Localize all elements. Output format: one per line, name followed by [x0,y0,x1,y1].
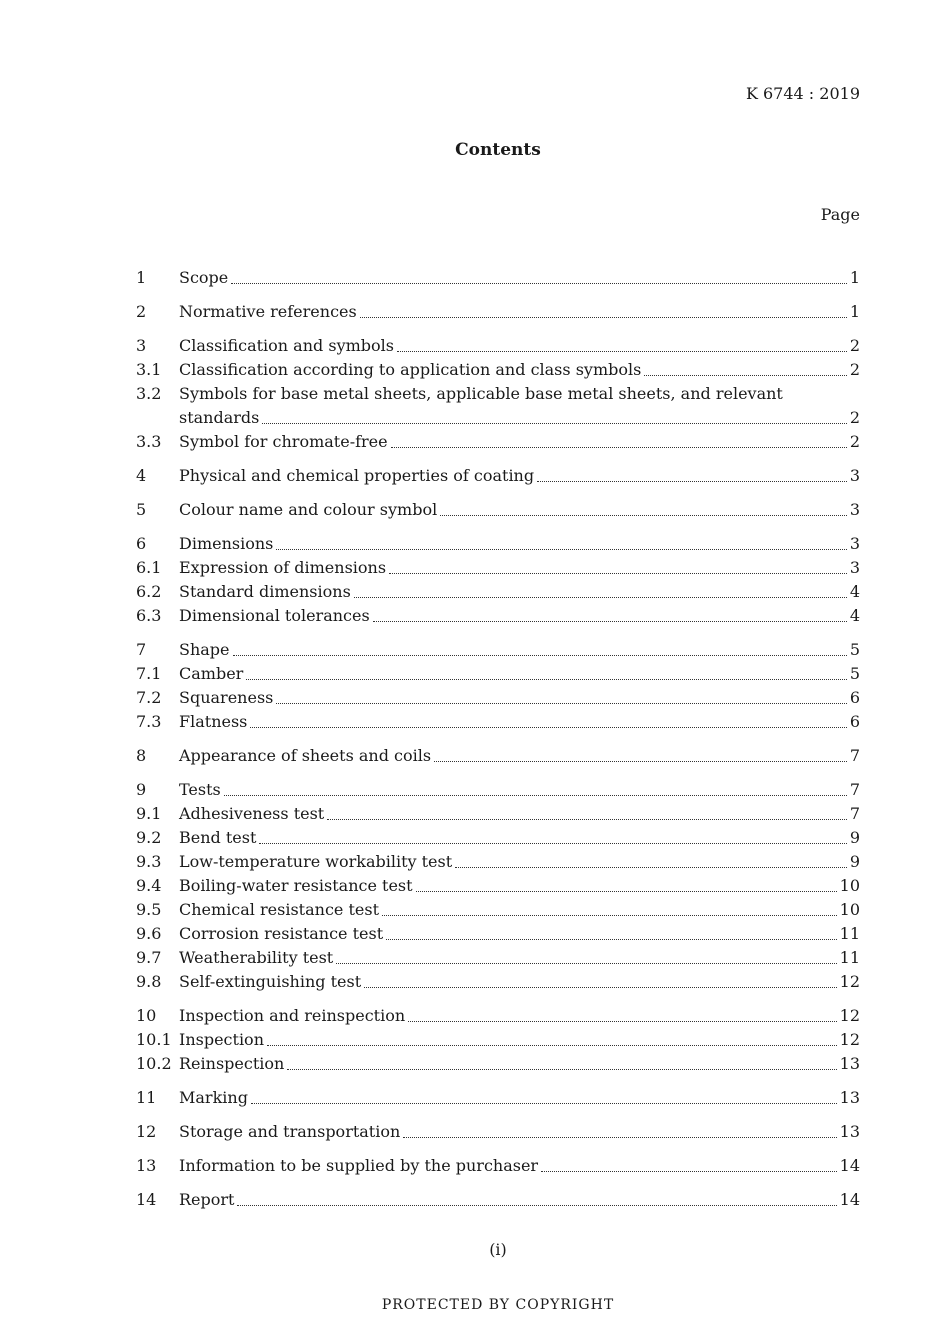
toc-entry-7-3[interactable] [136,710,860,734]
toc-title: Squareness [179,688,274,707]
toc-page: 2 [849,432,860,451]
toc-entry-12[interactable] [136,1120,860,1144]
toc-title: Reinspection [179,1054,285,1073]
dot-leader [382,915,837,916]
dot-leader [354,597,847,598]
dot-leader [287,1069,836,1070]
dot-leader [386,939,837,940]
toc-number: 12 [136,1122,157,1141]
toc-entry-9-7[interactable] [136,946,860,970]
toc-entry-9-5[interactable] [136,898,860,922]
toc-number: 9 [136,780,147,799]
toc-title: Normative references [179,302,357,321]
toc-number: 9.2 [136,828,162,847]
toc-title: Colour name and colour symbol [179,500,438,519]
dot-leader [327,819,847,820]
toc-page: 12 [839,972,860,991]
toc-title: Corrosion resistance test [179,924,384,943]
toc-number: 6.3 [136,606,162,625]
dot-leader [250,727,846,728]
toc-page: 9 [849,852,860,871]
toc-number: 10 [136,1006,157,1025]
toc-page: 1 [849,302,860,321]
toc-entry-4[interactable] [136,464,860,488]
toc-title: Chemical resistance test [179,900,379,919]
toc-number: 3 [136,336,147,355]
toc-page: 12 [839,1006,860,1025]
toc-entry-9-2[interactable] [136,826,860,850]
toc-page: 13 [839,1122,860,1141]
toc-page: 13 [839,1054,860,1073]
copyright-notice: PROTECTED BY COPYRIGHT [381,1297,615,1313]
toc-page: 9 [849,828,860,847]
dot-leader [251,1103,837,1104]
toc-page: 3 [849,558,860,577]
toc-title: Appearance of sheets and coils [179,746,432,765]
toc-page: 12 [839,1030,860,1049]
toc-title: Self-extinguishing test [179,972,362,991]
dot-leader [440,515,847,516]
toc-page: 7 [849,780,860,799]
dot-leader [397,351,847,352]
toc-page: 3 [849,534,860,553]
toc-title: Symbol for chromate-free [179,432,388,451]
toc-entry-3-2[interactable] [136,382,860,430]
toc-number: 9.8 [136,972,162,991]
toc-page: 6 [849,688,860,707]
toc-entry-6[interactable] [136,532,860,556]
dot-leader [233,655,847,656]
dot-leader [360,317,847,318]
toc-entry-8[interactable] [136,744,860,768]
toc-entry-14[interactable] [136,1188,860,1212]
dot-leader [276,549,846,550]
toc-title: Camber [179,664,244,683]
toc-number: 8 [136,746,147,765]
toc-entry-1[interactable] [136,266,860,290]
dot-leader [262,423,846,424]
toc-title: Standard dimensions [179,582,351,601]
dot-leader [259,843,846,844]
toc-number: 7.1 [136,664,162,683]
toc-page: 3 [849,466,860,485]
page-number: (i) [489,1240,507,1259]
dot-leader [391,447,847,448]
toc-number: 1 [136,268,147,287]
toc-entry-3-3[interactable] [136,430,860,454]
toc-entry-7[interactable] [136,638,860,662]
toc-number: 14 [136,1190,157,1209]
toc-number: 7.2 [136,688,162,707]
dot-leader [224,795,847,796]
standard-id: K 6744 : 2019 [745,84,860,103]
dot-leader [434,761,847,762]
dot-leader [364,987,837,988]
toc-page: 5 [849,664,860,683]
toc-title: Tests [179,780,221,799]
toc-number: 9.4 [136,876,162,895]
toc-page: 4 [849,582,860,601]
toc-title: Inspection and reinspection [179,1006,406,1025]
toc-entry-11[interactable] [136,1086,860,1110]
toc-page: 10 [839,876,860,895]
toc-number: 6 [136,534,147,553]
dot-leader [276,703,846,704]
toc-entry-6-2[interactable] [136,580,860,604]
toc-page: 1 [849,268,860,287]
dot-leader [267,1045,837,1046]
dot-leader [403,1137,836,1138]
toc-entry-9[interactable] [136,778,860,802]
dot-leader [408,1021,836,1022]
toc-entry-6-1[interactable] [136,556,860,580]
toc-number: 6.1 [136,558,162,577]
toc-number: 7.3 [136,712,162,731]
dot-leader [644,375,847,376]
dot-leader [416,891,837,892]
table-of-contents [136,266,860,1212]
toc-entry-9-8[interactable] [136,970,860,994]
toc-entry-6-3[interactable] [136,604,860,628]
toc-title: Weatherability test [179,948,334,967]
toc-entry-3[interactable] [136,334,860,358]
toc-title: Information to be supplied by the purchaser [179,1156,539,1175]
toc-number: 3.3 [136,432,162,451]
toc-entry-10-2[interactable] [136,1052,860,1076]
dot-leader [231,283,847,284]
toc-title: Dimensions [179,534,274,553]
dot-leader [389,573,847,574]
dot-leader [541,1171,837,1172]
toc-page: 5 [849,640,860,659]
toc-page: 13 [839,1088,860,1107]
dot-leader [537,481,847,482]
toc-number: 9.7 [136,948,162,967]
dot-leader [373,621,847,622]
toc-number: 13 [136,1156,157,1175]
toc-number: 3.2 [136,384,162,403]
toc-number: 7 [136,640,147,659]
toc-number: 6.2 [136,582,162,601]
toc-page: 11 [839,948,860,967]
toc-page: 7 [849,746,860,765]
toc-number: 3.1 [136,360,162,379]
toc-title: Boiling-water resistance test [179,876,413,895]
toc-page: 6 [849,712,860,731]
page-title: Contents [455,140,541,160]
toc-title: Scope [179,268,229,287]
toc-title: Dimensional tolerances [179,606,370,625]
toc-title: Classification and symbols [179,336,394,355]
toc-page: 14 [839,1156,860,1175]
toc-title: Flatness [179,712,248,731]
toc-page: 2 [849,408,860,427]
toc-entry-5[interactable] [136,498,860,522]
toc-entry-10-1[interactable] [136,1028,860,1052]
toc-page: 2 [849,336,860,355]
toc-page: 14 [839,1190,860,1209]
dot-leader [455,867,847,868]
toc-entry-10[interactable] [136,1004,860,1028]
toc-entry-7-1[interactable] [136,662,860,686]
toc-title: Inspection [179,1030,264,1049]
toc-entry-2[interactable] [136,300,860,324]
toc-title: Physical and chemical properties of coating [179,466,535,485]
toc-number: 5 [136,500,147,519]
toc-entry-9-1[interactable] [136,802,860,826]
toc-title: Storage and transportation [179,1122,401,1141]
dot-leader [237,1205,836,1206]
toc-entry-7-2[interactable] [136,686,860,710]
toc-page: 11 [839,924,860,943]
toc-title: Symbols for base metal sheets, applicable base metal sheets, and relevant [179,384,783,403]
toc-title: Adhesiveness test [179,804,325,823]
toc-number: 11 [136,1088,157,1107]
toc-page: 2 [849,360,860,379]
toc-page: 4 [849,606,860,625]
toc-number: 4 [136,466,147,485]
dot-leader [336,963,836,964]
toc-entry-9-4[interactable] [136,874,860,898]
toc-number: 9.3 [136,852,162,871]
toc-title: Report [179,1190,235,1209]
toc-title: Expression of dimensions [179,558,387,577]
toc-page: 10 [839,900,860,919]
toc-number: 10.1 [136,1030,172,1049]
toc-page: 3 [849,500,860,519]
toc-number: 9.1 [136,804,162,823]
toc-title: Bend test [179,828,257,847]
toc-number: 10.2 [136,1054,172,1073]
toc-entry-3-1[interactable] [136,358,860,382]
dot-leader [246,679,847,680]
toc-title: Classification according to application and class symbols [179,360,642,379]
toc-entry-13[interactable] [136,1154,860,1178]
toc-title: Low-temperature workability test [179,852,453,871]
toc-page: 7 [849,804,860,823]
toc-entry-9-6[interactable] [136,922,860,946]
toc-number: 2 [136,302,147,321]
toc-title-continued: standards [179,408,260,427]
toc-title: Marking [179,1088,248,1107]
toc-number: 9.6 [136,924,162,943]
toc-entry-9-3[interactable] [136,850,860,874]
toc-title: Shape [179,640,230,659]
toc-number: 9.5 [136,900,162,919]
page-column-label: Page [820,205,860,224]
